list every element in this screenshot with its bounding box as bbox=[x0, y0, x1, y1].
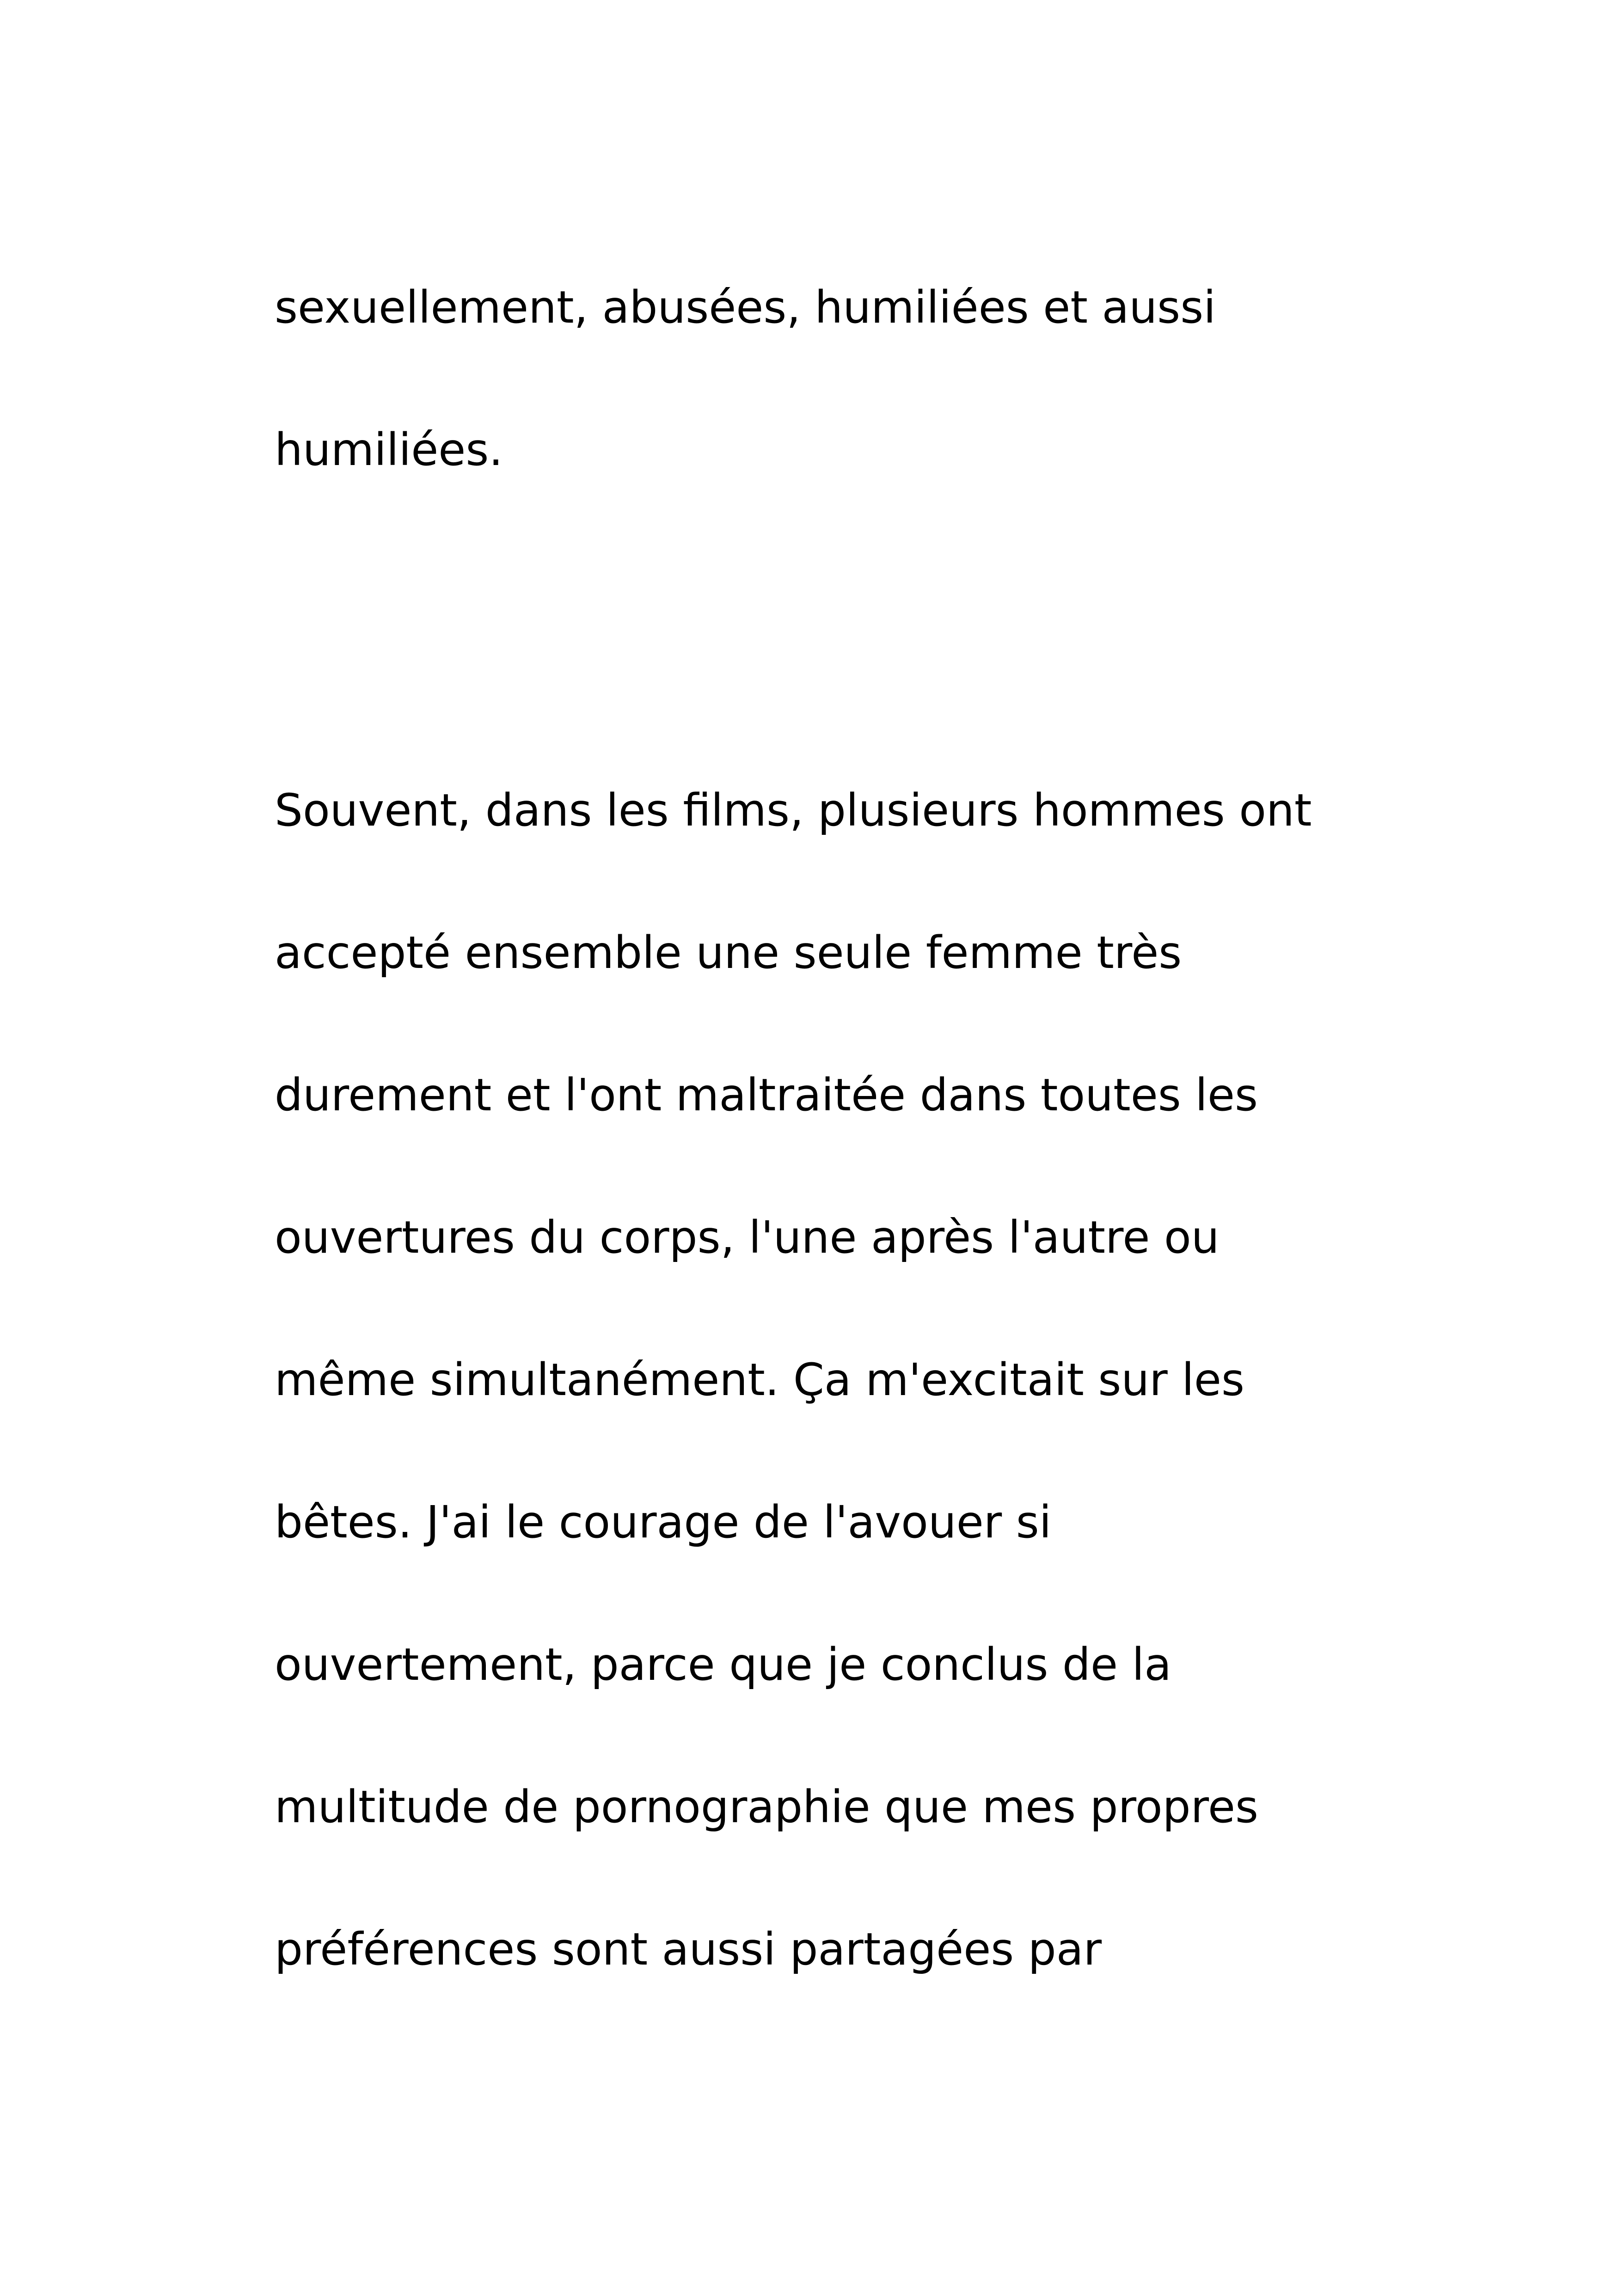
text-line: accepté ensemble une seule femme très bbox=[275, 927, 1182, 979]
text-line: même simultanément. Ça m'excitait sur les bbox=[275, 1354, 1244, 1406]
text-line: Souvent, dans les films, plusieurs hommes ont bbox=[275, 784, 1312, 836]
text-line: préférences sont aussi partagées par bbox=[275, 1923, 1102, 1975]
text-line: sexuellement, abusées, humiliées et aussi bbox=[275, 282, 1216, 333]
text-line: ouvertement, parce que je conclus de la bbox=[275, 1639, 1172, 1690]
text-line: humiliées. bbox=[275, 424, 503, 476]
text-line: ouvertures du corps, l'une après l'autre ou bbox=[275, 1212, 1220, 1263]
text-line: bêtes. J'ai le courage de l'avouer si bbox=[275, 1496, 1052, 1548]
text-line: durement et l'ont maltraitée dans toutes les bbox=[275, 1069, 1258, 1121]
text-line: multitude de pornographie que mes propres bbox=[275, 1781, 1259, 1833]
